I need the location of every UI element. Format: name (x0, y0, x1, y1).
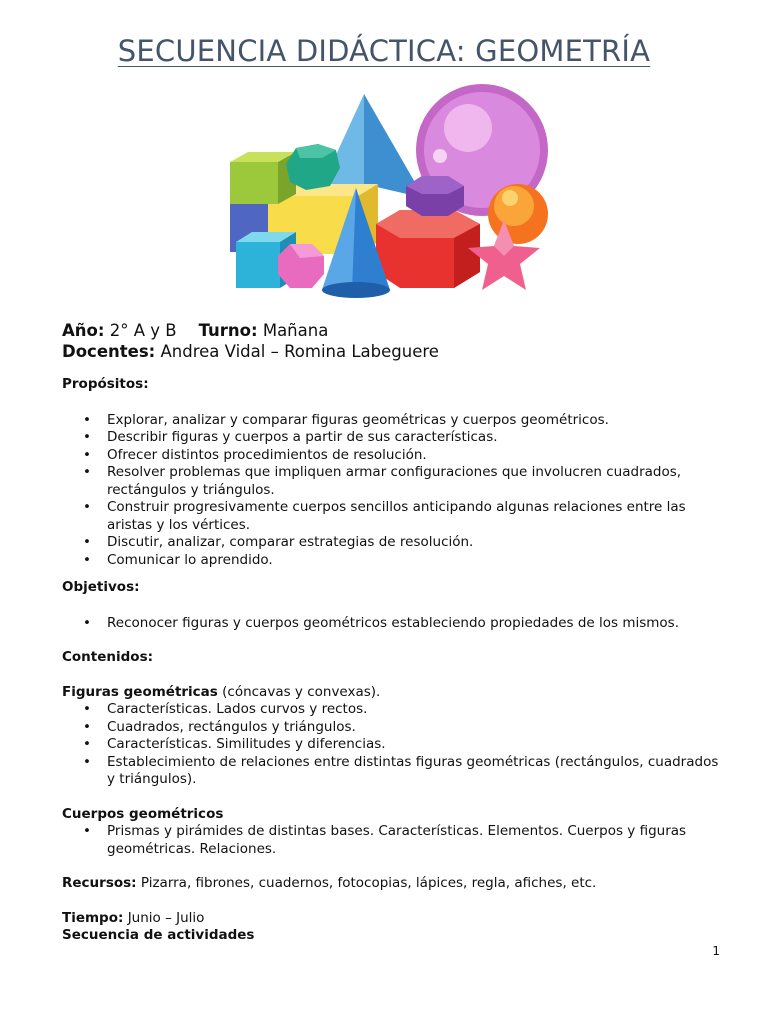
propositos-heading: Propósitos: (62, 376, 149, 392)
list-item: • Discutir, analizar, comparar estrategias de resolución. (62, 534, 722, 552)
propositos-list (62, 412, 722, 570)
cuerpos-list (62, 823, 722, 858)
tiempo-line (62, 910, 722, 928)
list-item: • Prismas y pirámides de distintas bases. Características. Elementos. Cuerpos y figuras geométricas. Relaciones. (62, 823, 722, 858)
figuras-title: Figuras geométricas (62, 683, 218, 700)
list-item: • Establecimiento de relaciones entre distintas figuras geométricas (rectángulos, cuadrados y triángulos). (62, 754, 722, 789)
objetivos-heading: Objetivos: (62, 579, 140, 595)
docentes-label: Docentes: (62, 342, 156, 361)
tiempo-value: Junio – Julio (123, 909, 205, 926)
recursos-label: Recursos: (62, 875, 137, 891)
tiempo-label: Tiempo: (62, 909, 124, 926)
list-item: • Construir progresivamente cuerpos sencillos anticipando algunas relaciones entre las aristas y los vértices. (62, 499, 722, 534)
document-meta (62, 320, 439, 362)
contenidos-heading: Contenidos: (62, 649, 154, 665)
list-item: • Características. Lados curvos y rectos. (62, 701, 722, 719)
turno-label: Turno: (198, 321, 258, 340)
recursos-line (62, 875, 722, 893)
list-item: • Reconocer figuras y cuerpos geométricos estableciendo propiedades de los mismos. (62, 615, 722, 633)
recursos-value: Pizarra, fibrones, cuadernos, fotocopias, lápices, regla, afiches, etc. (136, 875, 597, 891)
figuras-list (62, 701, 722, 789)
docentes-line (62, 341, 439, 362)
list-item: • Cuadrados, rectángulos y triángulos. (62, 719, 722, 737)
ano-turno-line (62, 320, 439, 341)
list-item: • Describir figuras y cuerpos a partir de sus características. (62, 429, 722, 447)
geometric-shapes-illustration (226, 84, 558, 300)
objetivos-list (62, 615, 722, 633)
page-title: SECUENCIA DIDÁCTICA: GEOMETRÍA (117, 34, 651, 68)
page-number: 1 (712, 944, 720, 958)
docentes-value: Andrea Vidal – Romina Labeguere (160, 342, 439, 361)
list-item: • Comunicar lo aprendido. (62, 552, 722, 570)
secuencia-heading: Secuencia de actividades (62, 927, 255, 943)
cuerpos-title: Cuerpos geométricos (62, 805, 224, 822)
figuras-line (62, 684, 722, 702)
list-item: • Características. Similitudes y diferencias. (62, 736, 722, 754)
figuras-note: (cóncavas y convexas). (217, 683, 381, 700)
list-item: • Explorar, analizar y comparar figuras geométricas y cuerpos geométricos. (62, 412, 722, 430)
ano-value: 2° A y B (109, 321, 177, 340)
list-item: • Resolver problemas que impliquen armar configuraciones que involucren cuadrados, rectángulos y triángulos. (62, 464, 722, 499)
document-body (62, 376, 722, 945)
ano-label: Año: (62, 321, 105, 340)
list-item: • Ofrecer distintos procedimientos de resolución. (62, 447, 722, 465)
turno-value: Mañana (262, 321, 329, 340)
